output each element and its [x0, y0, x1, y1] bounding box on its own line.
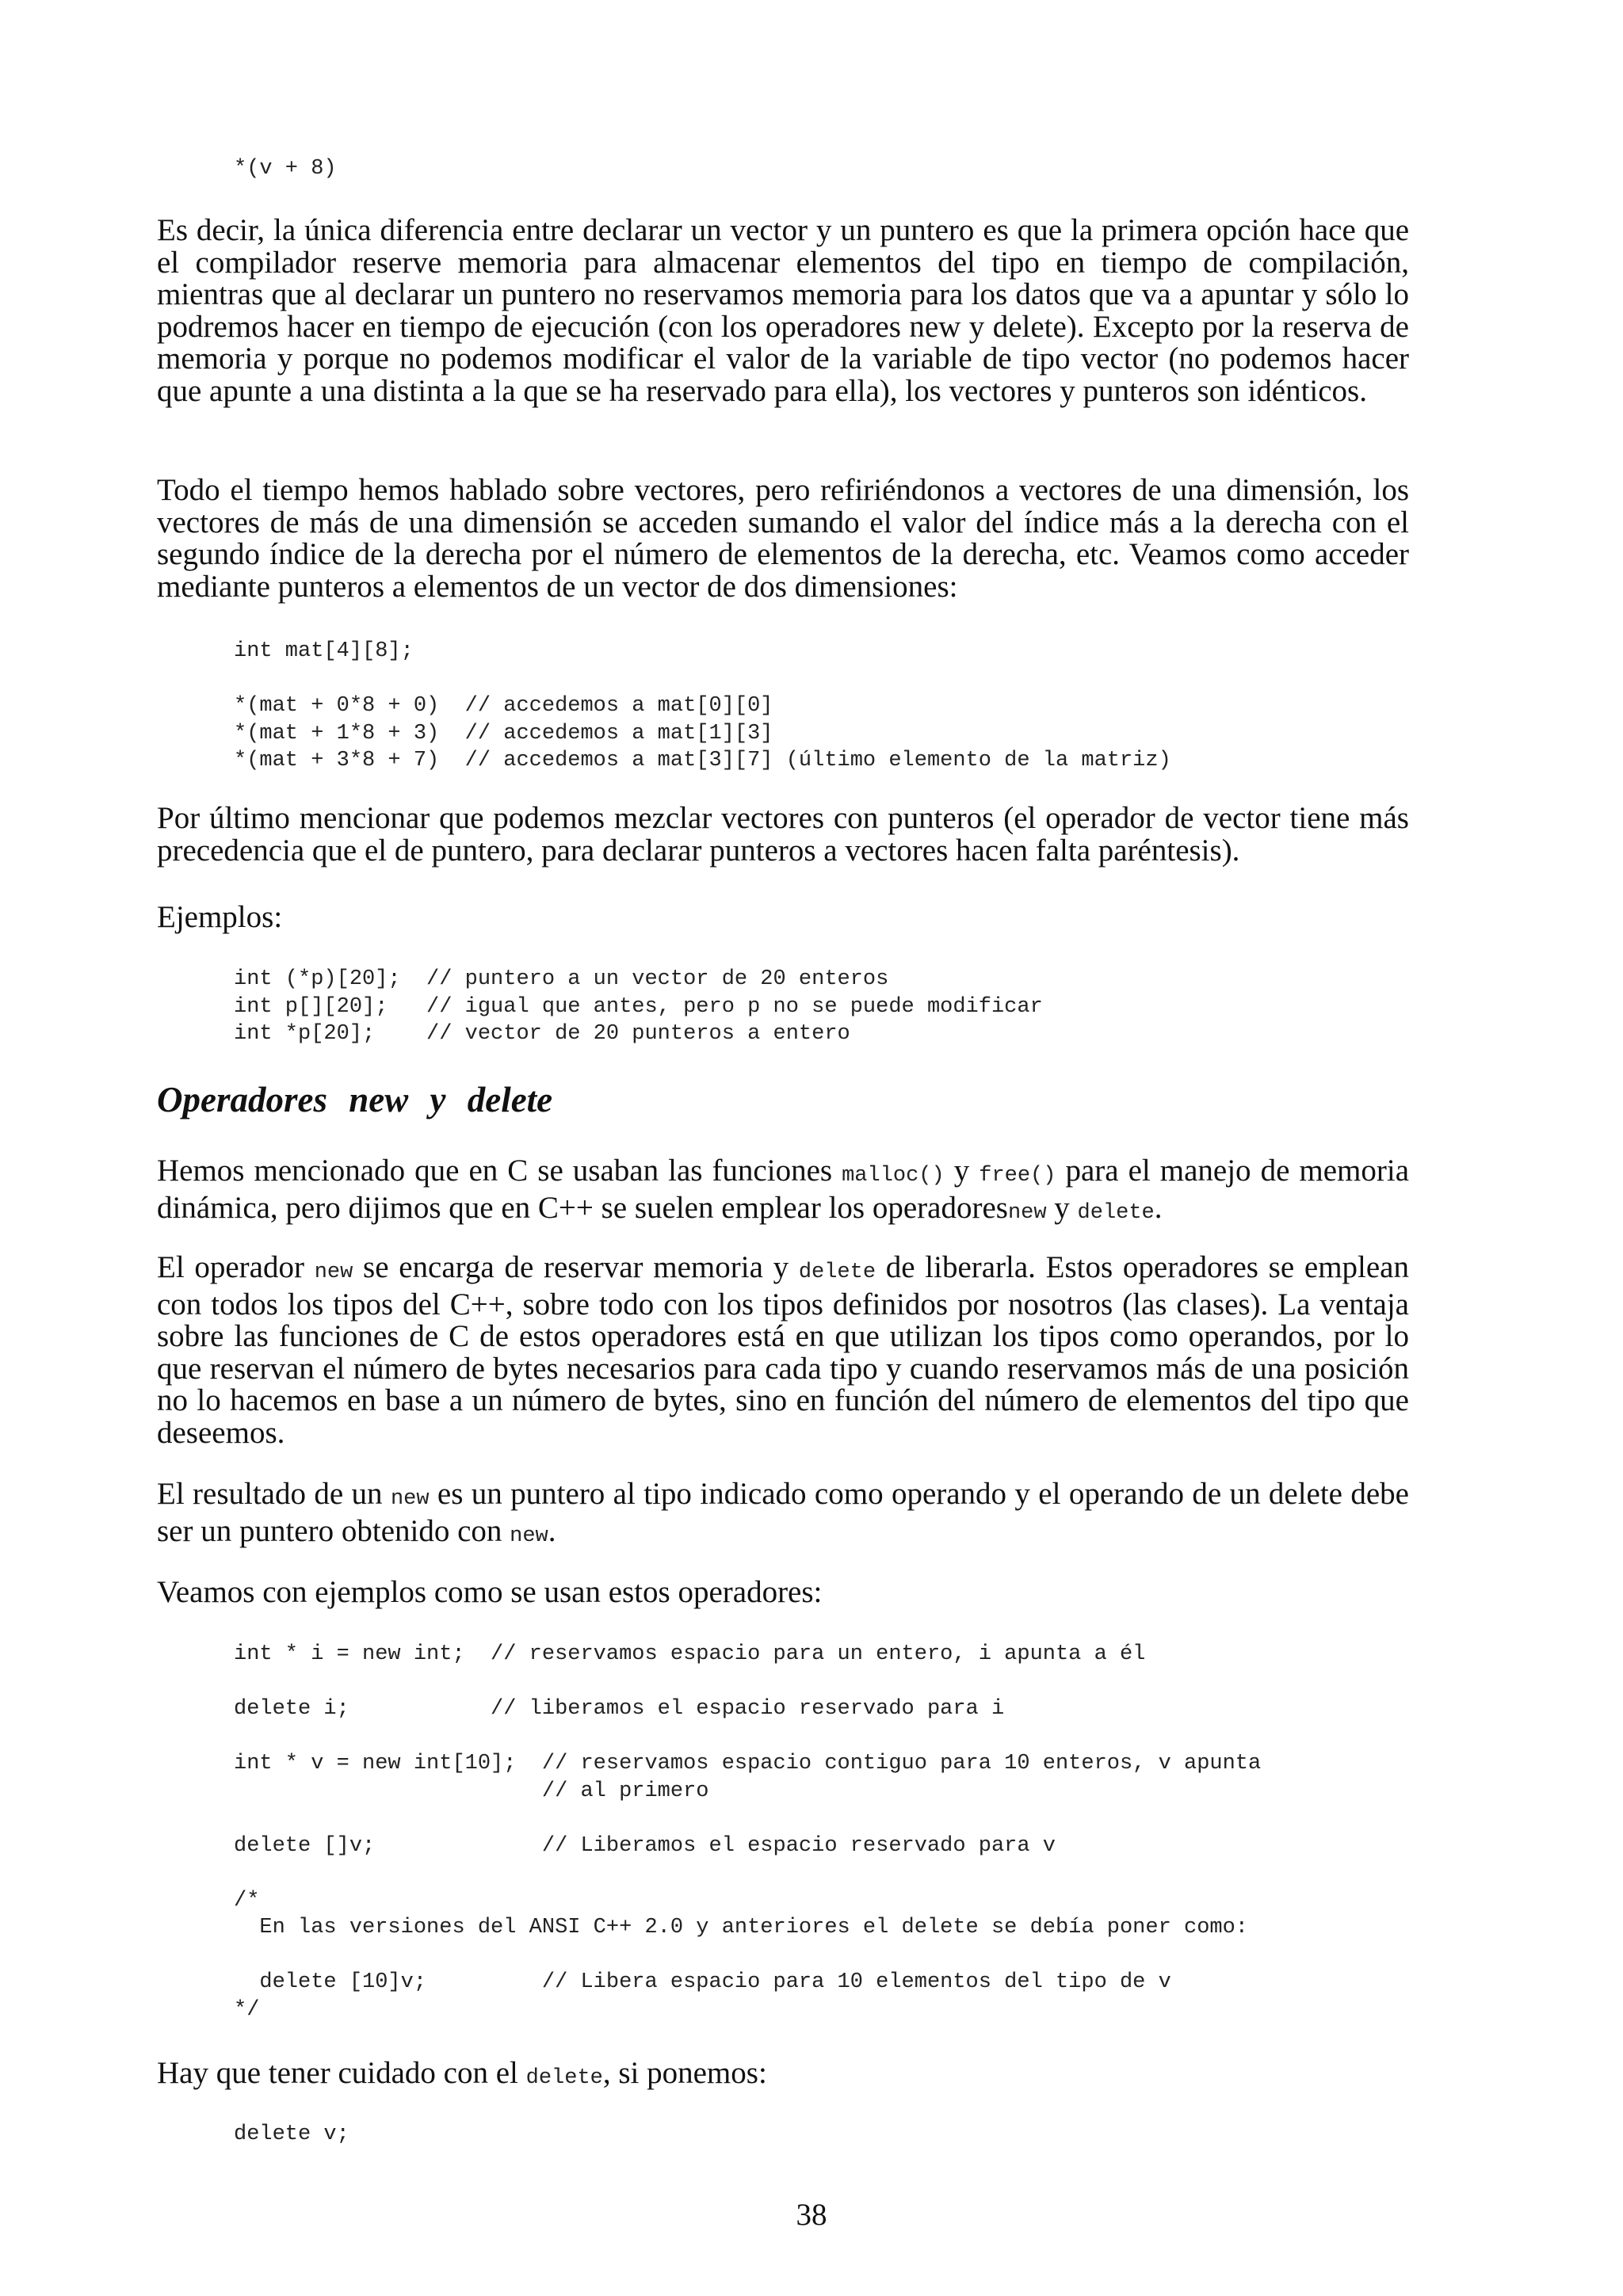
code-line: int p[][20]; // igual que antes, pero p no se puede modificar: [234, 994, 1043, 1019]
text-run: para el manejo de memoria dinámica, pero dijimos que en C++ se suelen emplear los operadores: [157, 1154, 1410, 1225]
text-run: Hemos mencionado que en C se usaban las funciones: [157, 1154, 842, 1188]
code-line: /*: [234, 1888, 260, 1913]
code-line: *(v + 8): [234, 157, 337, 181]
code-line: int (*p)[20]; // puntero a un vector de 20 enteros: [234, 967, 889, 991]
code-block-pointer-offset: [234, 155, 1581, 183]
inline-code-malloc: malloc(): [842, 1164, 945, 1188]
code-block-new-delete-examples: [234, 1641, 1581, 2023]
text-run: es un puntero al tipo indicado como operando y el operando de un delete debe ser un puntero obtenido con: [157, 1477, 1409, 1548]
inline-code-new: new: [390, 1487, 430, 1511]
text-run: Hay que tener cuidado con el: [157, 2056, 526, 2090]
paragraph-delete-caution: [157, 2058, 1409, 2095]
paragraph-examples-label: Ejemplos:: [157, 900, 283, 934]
code-line: [234, 1669, 1581, 1696]
text-run: y: [944, 1154, 980, 1188]
page-number: 38: [796, 2198, 827, 2232]
paragraph-multidimensional-vectors: Todo el tiempo hemos hablado sobre vectores, pero refiriéndonos a vectores de una dimensión, los vectores de más de una dimensión se acceden sumando el valor del índice más a la derecha con el segundo índice de la derecha por el número de elementos de la derecha, etc. Veamos como acceder mediante punteros a elementos de un vector de dos dimensiones:: [157, 473, 1409, 604]
paragraph-operator-examples: Veamos con ejemplos como se usan estos operadores:: [157, 1575, 823, 1609]
code-line: */: [234, 1997, 260, 2022]
code-line: delete i; // liberamos el espacio reservado para i: [234, 1697, 1005, 1721]
paragraph-new-result: [157, 1478, 1409, 1552]
inline-code-delete: delete: [1077, 1200, 1155, 1225]
text-run: se encarga de reservar memoria y: [353, 1250, 799, 1284]
code-line: // al primero: [234, 1779, 709, 1803]
code-line: [234, 1859, 1581, 1887]
code-line: int * v = new int[10]; // reservamos espacio contiguo para 10 enteros, v apunta: [234, 1752, 1262, 1775]
code-block-pointer-examples: [234, 966, 1581, 1048]
inline-code-delete: delete: [525, 2066, 603, 2090]
text-run: y: [1046, 1190, 1078, 1225]
code-line: [234, 1805, 1581, 1833]
inline-code-new: new: [1007, 1200, 1047, 1225]
code-line: delete v;: [234, 2122, 349, 2146]
code-line: *(mat + 0*8 + 0) // accedemos a mat[0][0]: [234, 694, 773, 718]
code-line: [234, 1942, 1581, 1970]
paragraph-new-delete-description: [157, 1252, 1409, 1449]
code-line: *(mat + 3*8 + 7) // accedemos a mat[3][7] (último elemento de la matriz): [234, 749, 1171, 772]
inline-code-delete: delete: [798, 1261, 876, 1284]
code-line: [234, 1723, 1581, 1751]
code-line: int * i = new int; // reservamos espacio para un entero, i apunta a él: [234, 1642, 1146, 1666]
code-line: delete []v; // Liberamos el espacio reservado para v: [234, 1833, 1056, 1858]
text-run: de liberarla. Estos operadores se emplean con todos los tipos del C++, sobre todo con los tipos definidos por nosotros (las clases). La ventaja sobre las funciones de C de estos operadores está en que utilizan los tipos como operandos, por lo que reservan el número de bytes necesarios para cada tipo y cuando reservamos más de una posición no lo hacemos en base a un número de bytes, sino en función del número de elementos del tipo que deseemos.: [157, 1250, 1409, 1450]
code-line: int mat[4][8];: [234, 639, 414, 663]
text-run: .: [548, 1513, 556, 1548]
paragraph-mixing-vectors-pointers: Por último mencionar que podemos mezclar vectores con punteros (el operador de vector tiene más precedencia que el de puntero, para declarar punteros a vectores hacen falta paréntesis).: [157, 801, 1409, 868]
text-run: El operador: [157, 1250, 315, 1284]
section-heading: Operadores new y delete: [157, 1080, 553, 1119]
code-line: [234, 666, 1581, 693]
code-line: En las versiones del ANSI C++ 2.0 y anteriores el delete se debía poner como:: [234, 1916, 1249, 1939]
paragraph-vector-vs-pointer: Es decir, la única diferencia entre declarar un vector y un puntero es que la primera opción hace que el compilador reserve memoria para almacenar elementos del tipo en tiempo de compilación, mientras que al declarar un puntero no reservamos memoria para los datos que va a apuntar y sólo lo podremos hacer en tiempo de ejecución (con los operadores new y delete). Excepto por la reserva de memoria y porque no podemos modificar el valor de la variable de tipo vector (no podemos hacer que apunte a una distinta a la que se ha reservado para ella), los vectores y punteros son idénticos.: [157, 213, 1409, 408]
code-line: delete [10]v; // Libera espacio para 10 elementos del tipo de v: [234, 1970, 1171, 1994]
code-line: int *p[20]; // vector de 20 punteros a entero: [234, 1022, 850, 1046]
text-run: .: [1154, 1190, 1163, 1225]
code-block-delete-v: [234, 2121, 1581, 2149]
inline-code-new: new: [314, 1261, 353, 1284]
inline-code-new: new: [510, 1524, 548, 1548]
paragraph-malloc-free: [157, 1155, 1409, 1229]
inline-code-free: free(): [979, 1164, 1056, 1188]
text-run: El resultado de un: [157, 1477, 391, 1511]
text-run: , si ponemos:: [602, 2056, 767, 2090]
code-line: *(mat + 1*8 + 3) // accedemos a mat[1][3]: [234, 721, 773, 746]
code-block-matrix-access: [234, 638, 1581, 775]
